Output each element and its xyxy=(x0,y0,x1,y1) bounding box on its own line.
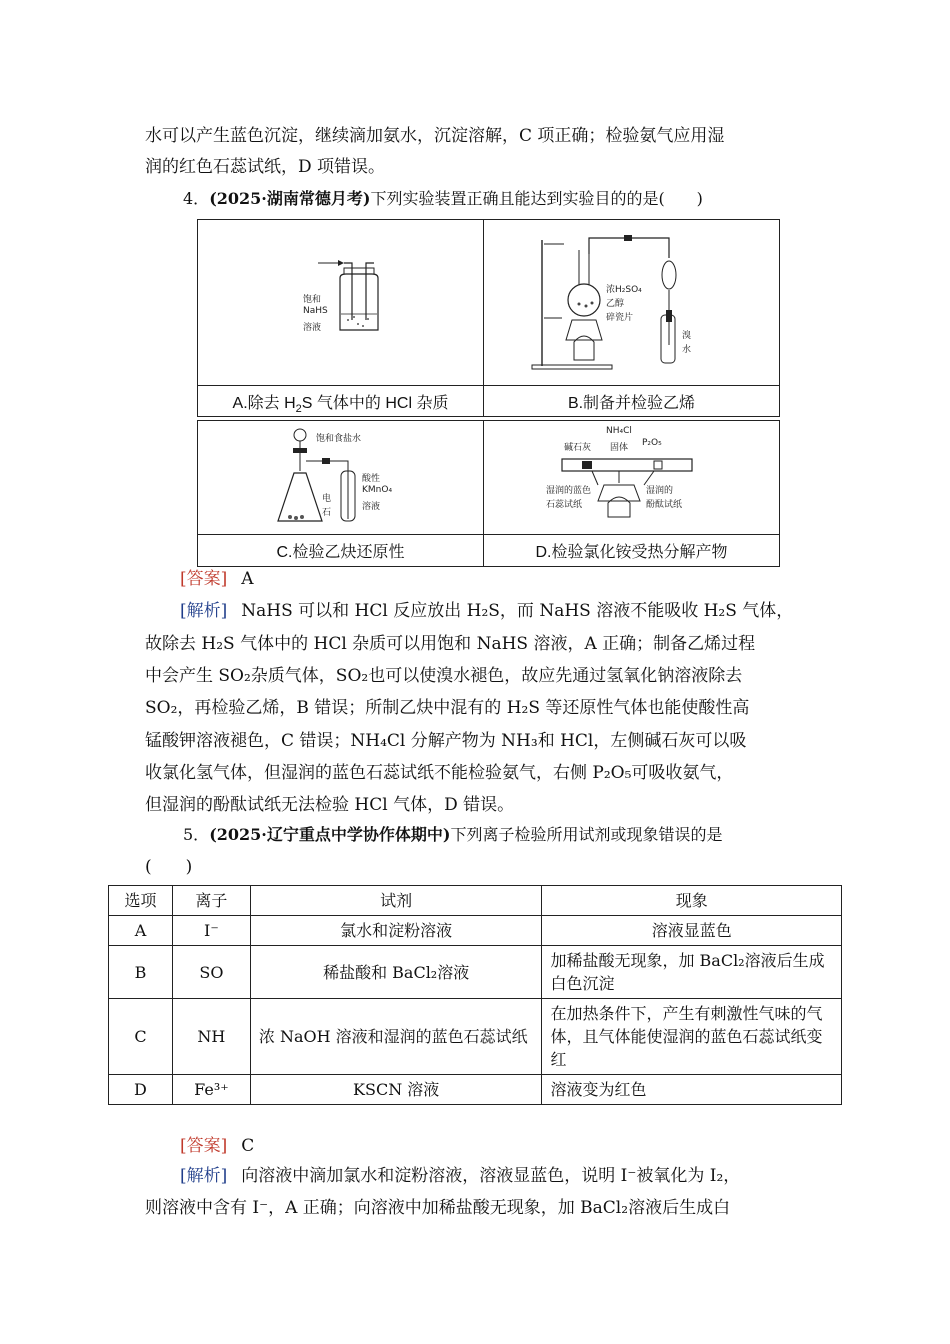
q4-answer-value: A xyxy=(241,569,254,589)
q4-analysis-line-0: [解析] NaHS 可以和 HCl 反应放出 H₂S，而 NaHS 溶液不能吸收 H₂S 气体， xyxy=(180,601,794,621)
option-d-caption: D.检验氯化铵受热分解产物 xyxy=(535,544,728,561)
option-b-label-4: 溴 xyxy=(682,331,692,341)
row-c-reagent: 浓 NaOH 溶液和湿润的蓝色石蕊试纸 xyxy=(250,999,542,1075)
q5-stem-text: 下列离子检验所用试剂或现象错误的是 xyxy=(450,825,723,844)
option-b-label-1: 浓H₂SO₄ xyxy=(606,285,642,295)
row-d-option: D xyxy=(109,1075,173,1105)
option-d-label-7: 湿润的 xyxy=(646,486,674,496)
q4-source: (2025·湖南常德月考) xyxy=(209,189,371,208)
q5-answer-tag: [答案] xyxy=(180,1136,228,1156)
q4-analysis-line-4: 锰酸钾溶液褪色，C 错误；NH₄Cl 分解产物为 NH₃和 HCl，左侧碱石灰可以吸 xyxy=(145,731,747,751)
q5-number: 5． xyxy=(183,825,210,844)
row-a-ion: I⁻ xyxy=(172,916,250,946)
header-reagent: 试剂 xyxy=(250,886,542,916)
q4-answer-tag: [答案] xyxy=(180,569,228,589)
option-d-label-1: NH₄Cl xyxy=(606,426,632,436)
q5-bracket: ( ) xyxy=(145,857,193,877)
q4-analysis-tag: [解析] xyxy=(180,601,228,621)
option-c-label-2: 电 xyxy=(322,494,332,504)
row-d-reagent: KSCN 溶液 xyxy=(250,1075,542,1105)
row-a-reagent: 氯水和淀粉溶液 xyxy=(250,916,542,946)
option-c-label-5: KMnO₄ xyxy=(362,485,393,495)
q4-answer xyxy=(180,567,254,591)
option-c-label-3: 石 xyxy=(322,508,332,518)
q4-analysis-line-3: SO₂，再检验乙烯，B 错误；所制乙炔中混有的 H₂S 等还原性气体也能使酸性高 xyxy=(145,698,750,718)
q4-analysis-line-1: 故除去 H₂S 气体中的 HCl 杂质可以用饱和 NaHS 溶液，A 正确；制备乙烯过程 xyxy=(145,634,756,654)
option-d-cell xyxy=(483,420,780,567)
row-b-phenomenon: 加稀盐酸无现象，加 BaCl₂溶液后生成白色沉淀 xyxy=(542,946,842,999)
row-b-option: B xyxy=(109,946,173,999)
option-b-label-2: 乙醇 xyxy=(606,299,625,309)
row-c-option: C xyxy=(109,999,173,1075)
option-c-label-1: 饱和食盐水 xyxy=(316,434,362,444)
intro-line-1: 水可以产生蓝色沉淀，继续滴加氨水，沉淀溶解，C 项正确；检验氨气应用湿 xyxy=(145,126,725,146)
table-row xyxy=(109,999,842,1075)
q4-analysis-line-2: 中会产生 SO₂杂质气体，SO₂也可以使溴水褪色，故应先通过氢氧化钠溶液除去 xyxy=(145,666,743,686)
option-d-label-2: 碱石灰 xyxy=(564,443,592,453)
q4-number: 4． xyxy=(183,189,210,208)
ion-test-table xyxy=(108,885,842,1105)
option-b-label-3: 碎瓷片 xyxy=(606,313,634,323)
option-a-caption: A.除去 $H_2S$ 气体中的 HCl 杂质 xyxy=(232,395,449,416)
option-c-caption: C.检验乙炔还原性 xyxy=(276,544,405,561)
row-a-phenomenon: 溶液显蓝色 xyxy=(542,916,842,946)
q4-analysis-line-5: 收氯化氢气体，但湿润的蓝色石蕊试纸不能检验氨气，右侧 P₂O₅可吸收氨气， xyxy=(145,763,734,783)
option-b-label-5: 水 xyxy=(682,345,692,355)
header-phenomenon: 现象 xyxy=(542,886,842,916)
table-row xyxy=(109,946,842,999)
row-d-phenomenon: 溶液变为红色 xyxy=(542,1075,842,1105)
gas-washing-bottle-diagram xyxy=(198,220,483,380)
q4-stem xyxy=(183,187,703,211)
option-b-cell xyxy=(483,219,780,417)
q5-answer-value: C xyxy=(241,1136,255,1156)
q5-analysis-line-0: [解析] 向溶液中滴加氯水和淀粉溶液，溶液显蓝色，说明 I⁻被氧化为 I₂， xyxy=(180,1166,741,1186)
intro-line-2: 润的红色石蕊试纸，D 项错误。 xyxy=(145,157,386,177)
table-header-row xyxy=(109,886,842,916)
header-option: 选项 xyxy=(109,886,173,916)
q5-source: (2025·辽宁重点中学协作体期中) xyxy=(209,825,451,844)
row-b-ion: SO xyxy=(172,946,250,999)
row-c-ion: NH xyxy=(172,999,250,1075)
option-a-label-3: 溶液 xyxy=(303,323,322,333)
option-c-cell xyxy=(197,420,484,567)
ethylene-apparatus-diagram xyxy=(484,220,779,380)
option-a-label-1: 饱和 xyxy=(303,295,322,305)
q4-stem-text: 下列实验装置正确且能达到实验目的的是( ) xyxy=(370,189,703,208)
ammonium-chloride-apparatus-diagram xyxy=(484,421,779,536)
header-ion: 离子 xyxy=(172,886,250,916)
option-a-label-2: NaHS xyxy=(303,306,328,316)
q4-analysis-line-6: 但湿润的酚酞试纸无法检验 HCl 气体，D 错误。 xyxy=(145,795,515,815)
option-d-label-3: 固体 xyxy=(610,443,629,453)
row-d-ion: Fe³⁺ xyxy=(172,1075,250,1105)
option-c-label-6: 溶液 xyxy=(362,502,381,512)
option-a-cell xyxy=(197,219,484,417)
row-c-phenomenon: 在加热条件下，产生有刺激性气味的气体，且气体能使湿润的蓝色石蕊试纸变红 xyxy=(542,999,842,1075)
option-d-label-4: P₂O₅ xyxy=(642,438,662,448)
q5-analysis-tag: [解析] xyxy=(180,1166,228,1186)
q5-stem xyxy=(183,823,722,847)
q5-analysis-line-1: 则溶液中含有 I⁻，A 正确；向溶液中加稀盐酸无现象，加 BaCl₂溶液后生成白 xyxy=(145,1198,731,1218)
option-b-caption: B.制备并检验乙烯 xyxy=(567,395,696,412)
row-a-option: A xyxy=(109,916,173,946)
option-d-label-8: 酚酞试纸 xyxy=(646,500,683,510)
option-d-label-6: 石蕊试纸 xyxy=(546,500,583,510)
q5-answer xyxy=(180,1134,254,1158)
option-d-label-5: 湿润的蓝色 xyxy=(546,486,592,496)
table-row xyxy=(109,1075,842,1105)
apparatus-table xyxy=(197,219,780,567)
table-row xyxy=(109,916,842,946)
option-c-label-4: 酸性 xyxy=(362,474,381,484)
row-b-reagent: 稀盐酸和 BaCl₂溶液 xyxy=(250,946,542,999)
